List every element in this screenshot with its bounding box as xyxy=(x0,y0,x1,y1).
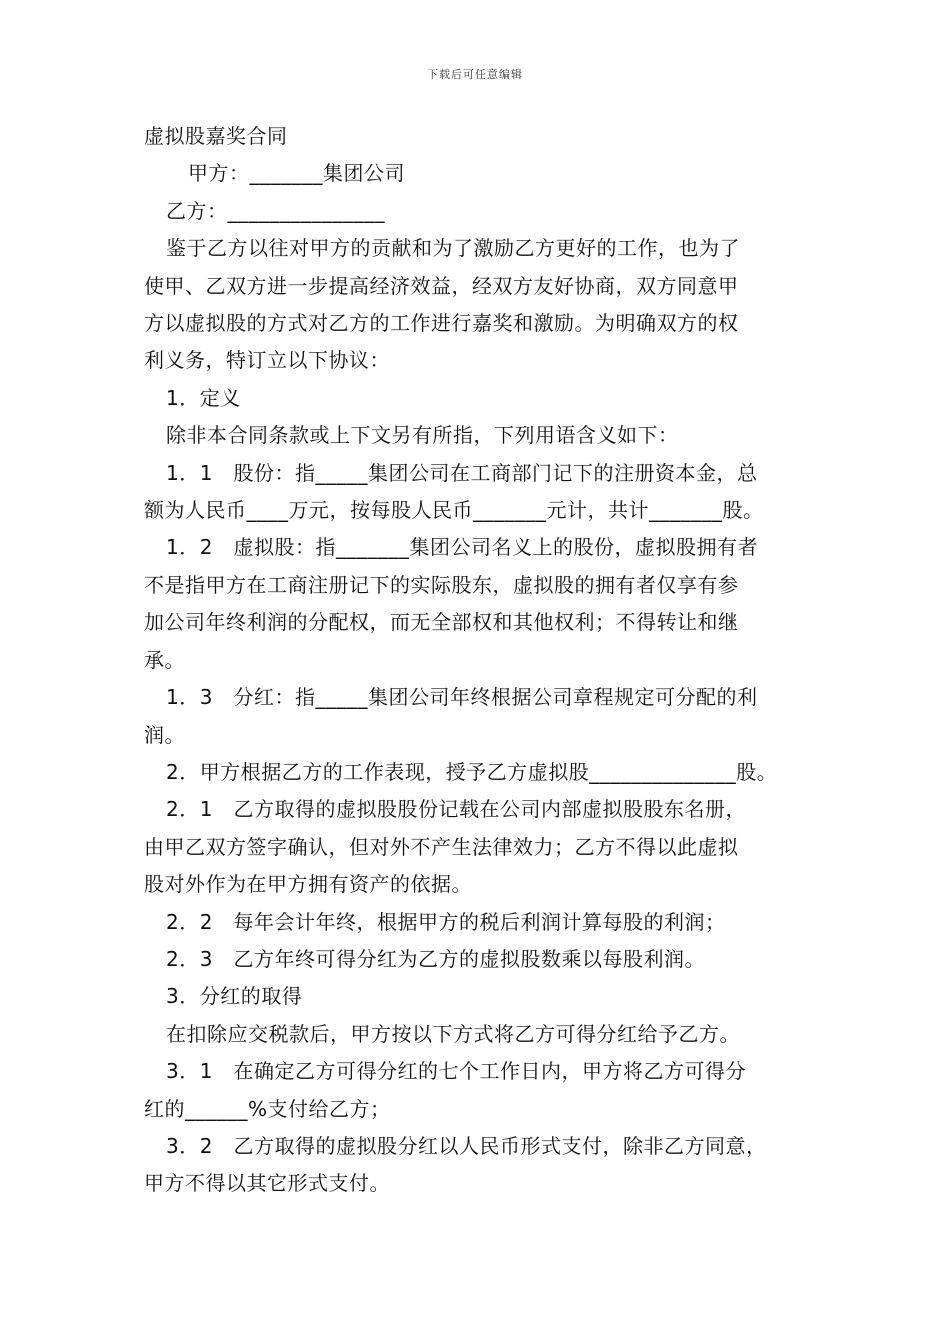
clause-line: 红的______%支付给乙方； xyxy=(144,1096,391,1121)
preamble-line: 鉴于乙方以往对甲方的贡献和为了激励乙方更好的工作，也为了 xyxy=(166,236,740,261)
clause-line: 不是指甲方在工商注册记下的实际股东，虚拟股的拥有者仅享有参 xyxy=(144,572,739,597)
clause-line: 在扣除应交税款后，甲方按以下方式将乙方可得分红给予乙方。 xyxy=(166,1021,740,1046)
clause-line: 3．1 在确定乙方可得分红的七个工作日内，甲方将乙方可得分 xyxy=(166,1059,746,1084)
section-heading-definitions: 1．定义 xyxy=(166,385,241,410)
clause-line: 润。 xyxy=(144,722,185,747)
party-b-line: 乙方：_______________ xyxy=(166,198,385,223)
contract-title: 虚拟股嘉奖合同 xyxy=(144,124,288,148)
page-header-note: 下载后可任意编辑 xyxy=(427,68,523,81)
clause-line: 1．1 股份：指_____集团公司在工商部门记下的注册资本金，总 xyxy=(166,460,758,485)
clause-line: 2．1 乙方取得的虚拟股股份记载在公司内部虚拟股股东名册， xyxy=(166,797,746,822)
party-a-line: 甲方：_______集团公司 xyxy=(188,161,405,186)
clause-line: 1．3 分红：指_____集团公司年终根据公司章程规定可分配的利 xyxy=(166,685,758,710)
preamble-line: 利义务，特订立以下协议： xyxy=(144,348,390,373)
preamble-line: 使甲、乙双方进一步提高经济效益，经双方友好协商，双方同意甲 xyxy=(144,273,739,298)
clause-line: 股对外作为在甲方拥有资产的依据。 xyxy=(144,872,472,897)
clause-line: 2．甲方根据乙方的工作表现，授予乙方虚拟股______________股。 xyxy=(166,759,778,784)
contract-body xyxy=(144,118,824,1203)
clause-line: 由甲乙双方签字确认，但对外不产生法律效力；乙方不得以此虚拟 xyxy=(144,834,739,859)
preamble-line: 方以虚拟股的方式对乙方的工作进行嘉奖和激励。为明确双方的权 xyxy=(144,311,739,336)
clause-line: 承。 xyxy=(144,647,185,672)
clause-line: 额为人民币____万元，按每股人民币_______元计，共计_______股。 xyxy=(144,498,764,523)
clause-line: 除非本合同条款或上下文另有所指，下列用语含义如下： xyxy=(166,423,679,448)
clause-line: 1．2 虚拟股：指_______集团公司名义上的股份，虚拟股拥有者 xyxy=(166,535,758,560)
section-heading-dividends: 3．分红的取得 xyxy=(166,984,303,1009)
clause-line: 3．2 乙方取得的虚拟股分红以人民币形式支付，除非乙方同意， xyxy=(166,1133,767,1158)
clause-line: 2．3 乙方年终可得分红为乙方的虚拟股数乘以每股利润。 xyxy=(166,946,705,971)
clause-line: 甲方不得以其它形式支付。 xyxy=(144,1171,390,1196)
clause-line: 加公司年终利润的分配权，而无全部权和其他权利；不得转让和继 xyxy=(144,610,739,635)
clause-line: 2．2 每年会计年终，根据甲方的税后利润计算每股的利润； xyxy=(166,909,726,934)
